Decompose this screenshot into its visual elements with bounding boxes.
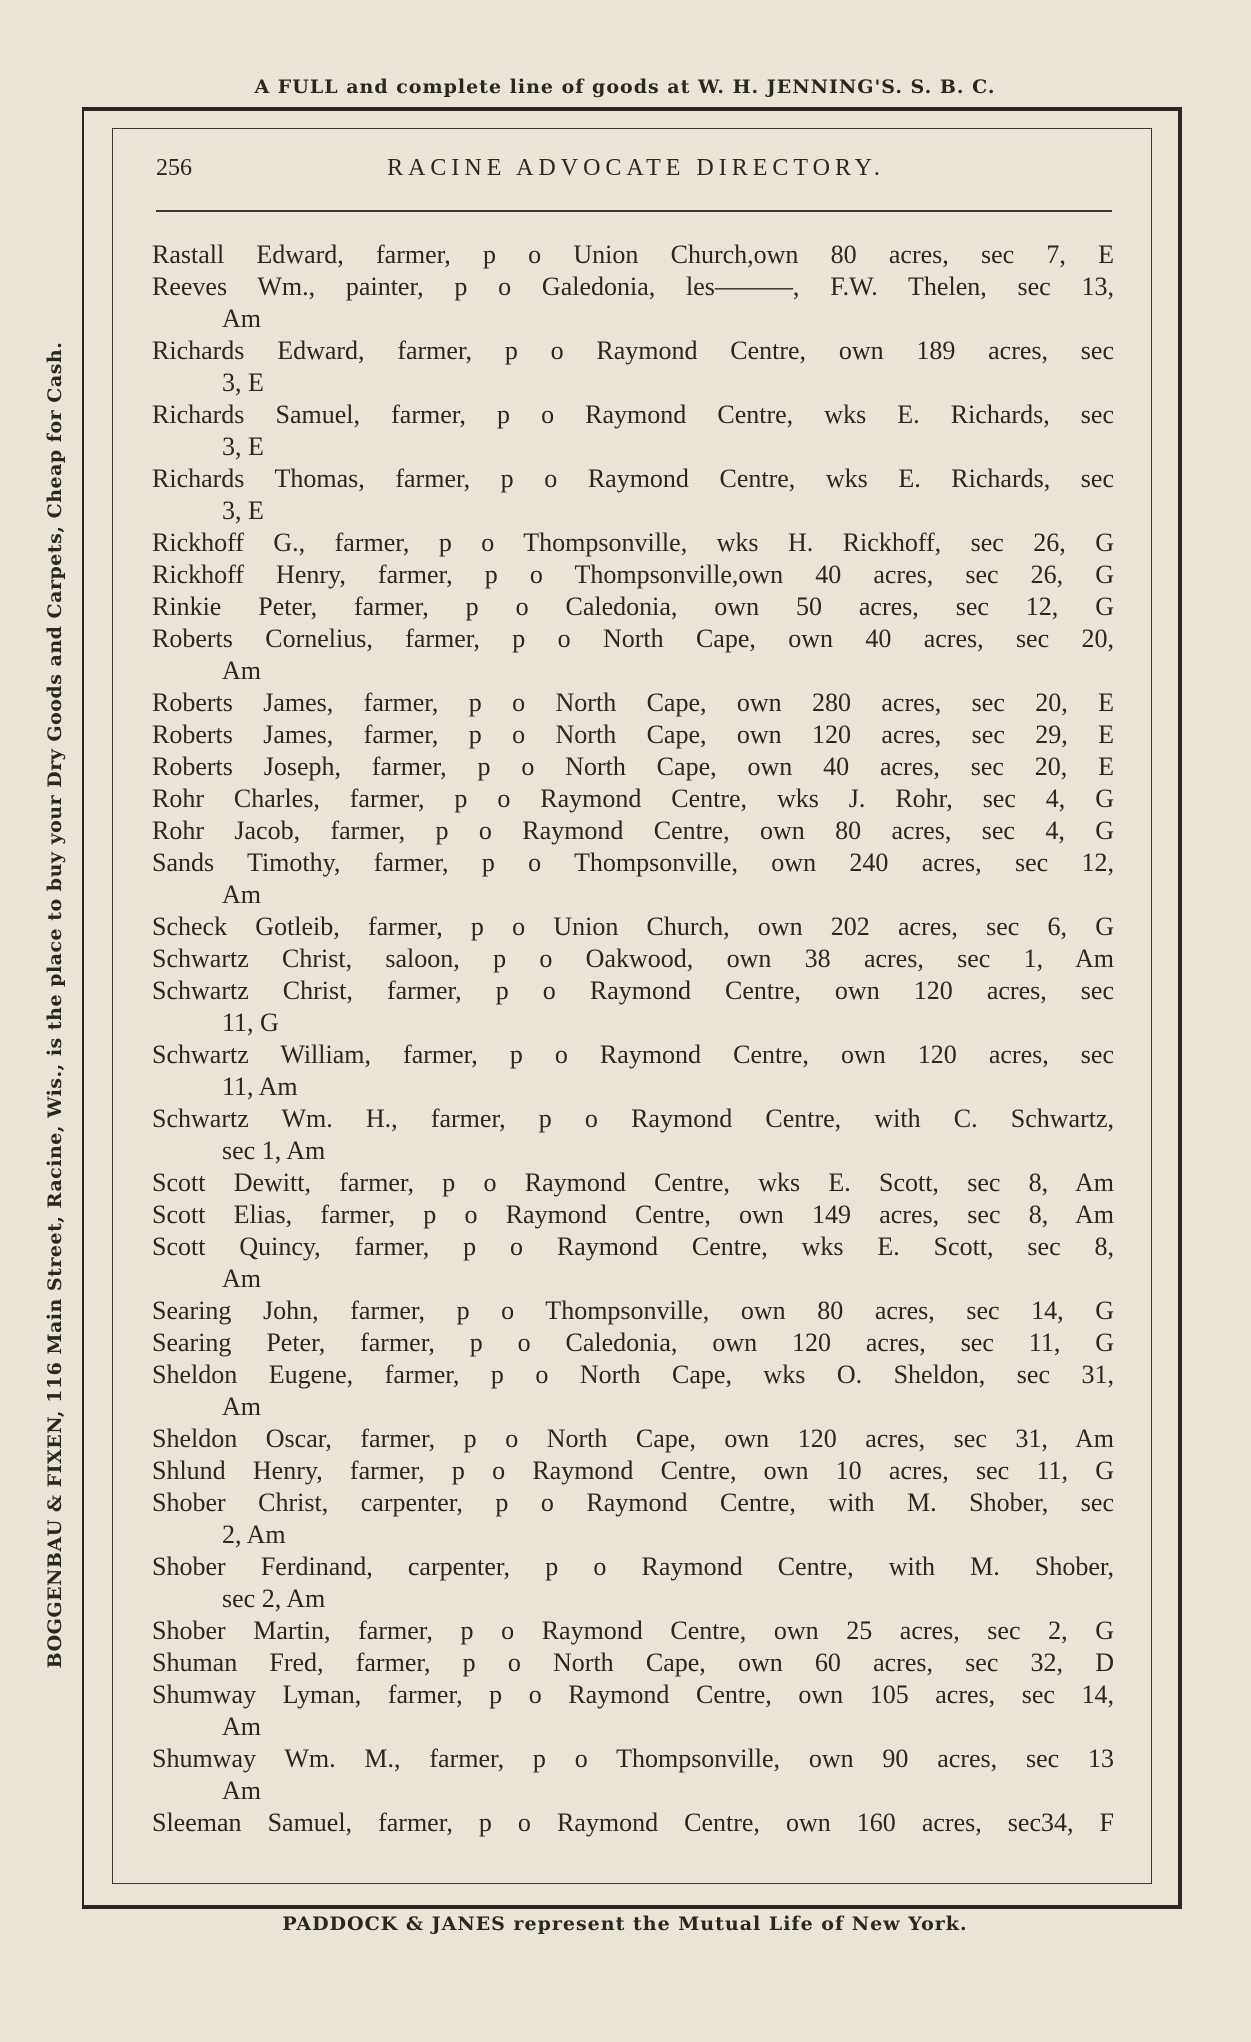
directory-entry xyxy=(152,1167,1114,1199)
entry-line: Richards Thomas, farmer, p o Raymond Centre, wks E. Richards, sec xyxy=(152,464,1114,493)
entry-continuation-line: 11, Am xyxy=(222,1072,298,1101)
entry-line: Sheldon Eugene, farmer, p o North Cape, wks O. Sheldon, sec 31, xyxy=(152,1360,1114,1389)
entry-line: Richards Edward, farmer, p o Raymond Centre, own 189 acres, sec xyxy=(152,336,1114,365)
entry-line: Sleeman Samuel, farmer, p o Raymond Centre, own 160 acres, sec34, F xyxy=(152,1808,1114,1837)
entry-line: Shober Ferdinand, carpenter, p o Raymond Centre, with M. Shober, xyxy=(152,1552,1114,1581)
directory-entry xyxy=(152,1679,1114,1743)
entry-line: Shober Martin, farmer, p o Raymond Centre, own 25 acres, sec 2, G xyxy=(152,1616,1114,1645)
directory-entry xyxy=(152,1295,1114,1327)
entry-line: Reeves Wm., painter, p o Galedonia, les———, F.W. Thelen, sec 13, xyxy=(152,272,1114,301)
entry-line: Schwartz William, farmer, p o Raymond Centre, own 120 acres, sec xyxy=(152,1040,1114,1069)
directory-entry xyxy=(152,847,1114,911)
directory-entry xyxy=(152,1807,1114,1839)
directory-entry xyxy=(152,1039,1114,1103)
directory-entry xyxy=(152,399,1114,463)
directory-entry xyxy=(152,1487,1114,1551)
entry-continuation-line: Am xyxy=(222,1392,261,1421)
side-advertisement-container xyxy=(40,210,70,1800)
directory-entry xyxy=(152,1455,1114,1487)
bottom-advertisement: PADDOCK & JANES represent the Mutual Life of New York. xyxy=(282,1913,968,1935)
entry-line: Rohr Charles, farmer, p o Raymond Centre, wks J. Rohr, sec 4, G xyxy=(152,784,1114,813)
directory-entry xyxy=(152,815,1114,847)
entry-line: Roberts James, farmer, p o North Cape, own 120 acres, sec 29, E xyxy=(152,720,1114,749)
directory-entry xyxy=(152,1327,1114,1359)
directory-entry xyxy=(152,1647,1114,1679)
directory-entry xyxy=(152,1423,1114,1455)
entry-line: Shlund Henry, farmer, p o Raymond Centre, own 10 acres, sec 11, G xyxy=(152,1456,1114,1485)
directory-entry xyxy=(152,719,1114,751)
entry-line: Roberts Cornelius, farmer, p o North Cape, own 40 acres, sec 20, xyxy=(152,624,1114,653)
page-number: 256 xyxy=(156,155,192,181)
entry-line: Shuman Fred, farmer, p o North Cape, own 60 acres, sec 32, D xyxy=(152,1648,1114,1677)
directory-entries xyxy=(152,239,1114,1839)
directory-entry xyxy=(152,1199,1114,1231)
entry-line: Roberts Joseph, farmer, p o North Cape, own 40 acres, sec 20, E xyxy=(152,752,1114,781)
directory-entry xyxy=(152,271,1114,335)
header-rule xyxy=(156,210,1112,212)
entry-line: Schwartz Christ, farmer, p o Raymond Centre, own 120 acres, sec xyxy=(152,976,1114,1005)
entry-continuation-line: 3, E xyxy=(222,432,264,461)
directory-entry xyxy=(152,975,1114,1039)
page-header xyxy=(156,155,1116,195)
entry-continuation-line: Am xyxy=(222,880,261,909)
directory-entry xyxy=(152,783,1114,815)
entry-line: Searing Peter, farmer, p o Caledonia, own 120 acres, sec 11, G xyxy=(152,1328,1114,1357)
directory-entry xyxy=(152,1231,1114,1295)
entry-continuation-line: Am xyxy=(222,656,261,685)
directory-entry xyxy=(152,751,1114,783)
entry-line: Richards Samuel, farmer, p o Raymond Centre, wks E. Richards, sec xyxy=(152,400,1114,429)
entry-continuation-line: Am xyxy=(222,1712,261,1741)
directory-entry xyxy=(152,1551,1114,1615)
directory-entry xyxy=(152,1359,1114,1423)
entry-line: Rohr Jacob, farmer, p o Raymond Centre, own 80 acres, sec 4, G xyxy=(152,816,1114,845)
directory-entry xyxy=(152,911,1114,943)
entry-line: Searing John, farmer, p o Thompsonville, own 80 acres, sec 14, G xyxy=(152,1296,1114,1325)
directory-entry xyxy=(152,1615,1114,1647)
entry-line: Scott Quincy, farmer, p o Raymond Centre, wks E. Scott, sec 8, xyxy=(152,1232,1114,1261)
entry-continuation-line: 3, E xyxy=(222,496,264,525)
entry-line: Rinkie Peter, farmer, p o Caledonia, own 50 acres, sec 12, G xyxy=(152,592,1114,621)
directory-entry xyxy=(152,239,1114,271)
entry-line: Shumway Wm. M., farmer, p o Thompsonville, own 90 acres, sec 13 xyxy=(152,1744,1114,1773)
entry-continuation-line: 3, E xyxy=(222,368,264,397)
entry-line: Rastall Edward, farmer, p o Union Church,own 80 acres, sec 7, E xyxy=(152,240,1114,269)
entry-continuation-line: 11, G xyxy=(222,1008,279,1037)
entry-line: Sheldon Oscar, farmer, p o North Cape, own 120 acres, sec 31, Am xyxy=(152,1424,1114,1453)
directory-entry xyxy=(152,559,1114,591)
entry-line: Scott Elias, farmer, p o Raymond Centre, own 149 acres, sec 8, Am xyxy=(152,1200,1114,1229)
entry-continuation-line: Am xyxy=(222,1264,261,1293)
directory-entry xyxy=(152,591,1114,623)
directory-entry xyxy=(152,1743,1114,1807)
entry-line: Scheck Gotleib, farmer, p o Union Church, own 202 acres, sec 6, G xyxy=(152,912,1114,941)
entry-line: Rickhoff Henry, farmer, p o Thompsonville,own 40 acres, sec 26, G xyxy=(152,560,1114,589)
entry-line: Sands Timothy, farmer, p o Thompsonville, own 240 acres, sec 12, xyxy=(152,848,1114,877)
top-advertisement: A FULL and complete line of goods at W. H. JENNING'S. S. B. C. xyxy=(254,76,996,98)
entry-line: Roberts James, farmer, p o North Cape, own 280 acres, sec 20, E xyxy=(152,688,1114,717)
entry-line: Rickhoff G., farmer, p o Thompsonville, wks H. Rickhoff, sec 26, G xyxy=(152,528,1114,557)
entry-line: Schwartz Wm. H., farmer, p o Raymond Centre, with C. Schwartz, xyxy=(152,1104,1114,1133)
directory-entry xyxy=(152,943,1114,975)
side-advertisement: BOGGENBAU & FIXEN, 116 Main Street, Racine, Wis., is the place to buy your Dry Goods and Carpets, Cheap for Cash. xyxy=(44,341,66,1669)
directory-entry xyxy=(152,335,1114,399)
entry-line: Shumway Lyman, farmer, p o Raymond Centre, own 105 acres, sec 14, xyxy=(152,1680,1114,1709)
directory-entry xyxy=(152,687,1114,719)
directory-entry xyxy=(152,1103,1114,1167)
directory-entry xyxy=(152,623,1114,687)
directory-entry xyxy=(152,463,1114,527)
entry-continuation-line: Am xyxy=(222,1776,261,1805)
entry-continuation-line: sec 1, Am xyxy=(222,1136,326,1165)
entry-line: Shober Christ, carpenter, p o Raymond Centre, with M. Shober, sec xyxy=(152,1488,1114,1517)
entry-continuation-line: 2, Am xyxy=(222,1520,286,1549)
entry-continuation-line: sec 2, Am xyxy=(222,1584,326,1613)
entry-line: Schwartz Christ, saloon, p o Oakwood, own 38 acres, sec 1, Am xyxy=(152,944,1114,973)
entry-continuation-line: Am xyxy=(222,304,261,333)
entry-line: Scott Dewitt, farmer, p o Raymond Centre, wks E. Scott, sec 8, Am xyxy=(152,1168,1114,1197)
page-title: RACINE ADVOCATE DIRECTORY. xyxy=(387,155,885,181)
directory-entry xyxy=(152,527,1114,559)
